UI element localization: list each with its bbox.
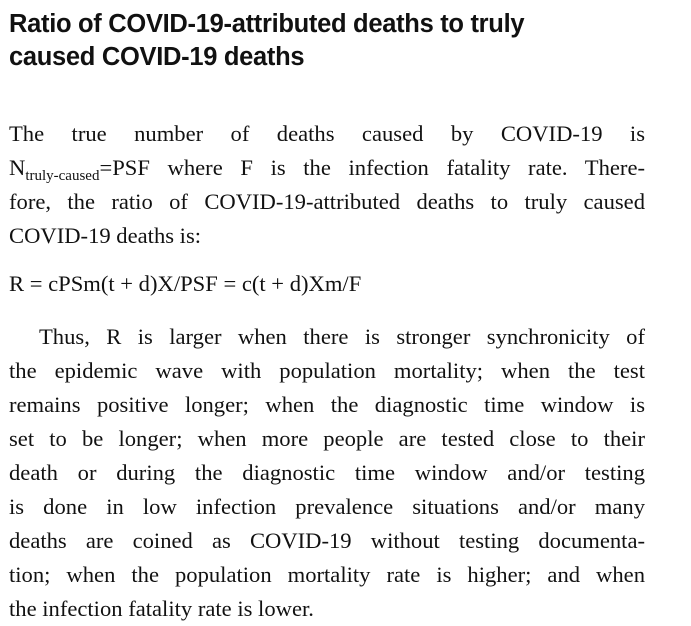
paragraph-intro [9,117,645,253]
paragraph-line: the infection fatality rate is lower. [9,596,314,621]
section-title [9,8,645,74]
paragraph-line: remains positive longer; when the diagnostic time window is [9,392,645,417]
equation-inline-text: =PSF where F is the infection fatality rate. There- [99,155,645,180]
paragraph-line: the epidemic wave with population mortality; when the test [9,358,645,383]
paragraph-line: death or during the diagnostic time window and/or testing [9,460,645,485]
paragraph-line: The true number of deaths caused by COVID-19 is [9,121,645,146]
paragraph-line: fore, the ratio of COVID-19-attributed deaths to truly caused [9,189,645,214]
title-line-1: Ratio of COVID-19-attributed deaths to truly [9,10,525,38]
paragraph-line: deaths are coined as COVID-19 without testing documenta- [9,528,645,553]
subscript-truly-caused: truly-caused [25,168,100,184]
paragraph-line: tion; when the population mortality rate is higher; and when [9,562,645,587]
paragraph-line: Thus, R is larger when there is stronger synchronicity of [39,324,645,349]
title-line-2: caused COVID-19 deaths [9,43,305,71]
ratio-formula: R = cPSm(t + d)X/PSF = c(t + d)Xm/F [9,271,362,296]
paragraph-line [9,151,645,185]
paragraph-line: set to be longer; when more people are tested close to their [9,426,645,451]
paragraph-conclusion [9,320,645,626]
paragraph-line: is done in low infection prevalence situations and/or many [9,494,645,519]
paragraph-line: COVID-19 deaths is: [9,223,202,248]
variable-n: N [9,155,26,180]
document-page [9,8,645,626]
